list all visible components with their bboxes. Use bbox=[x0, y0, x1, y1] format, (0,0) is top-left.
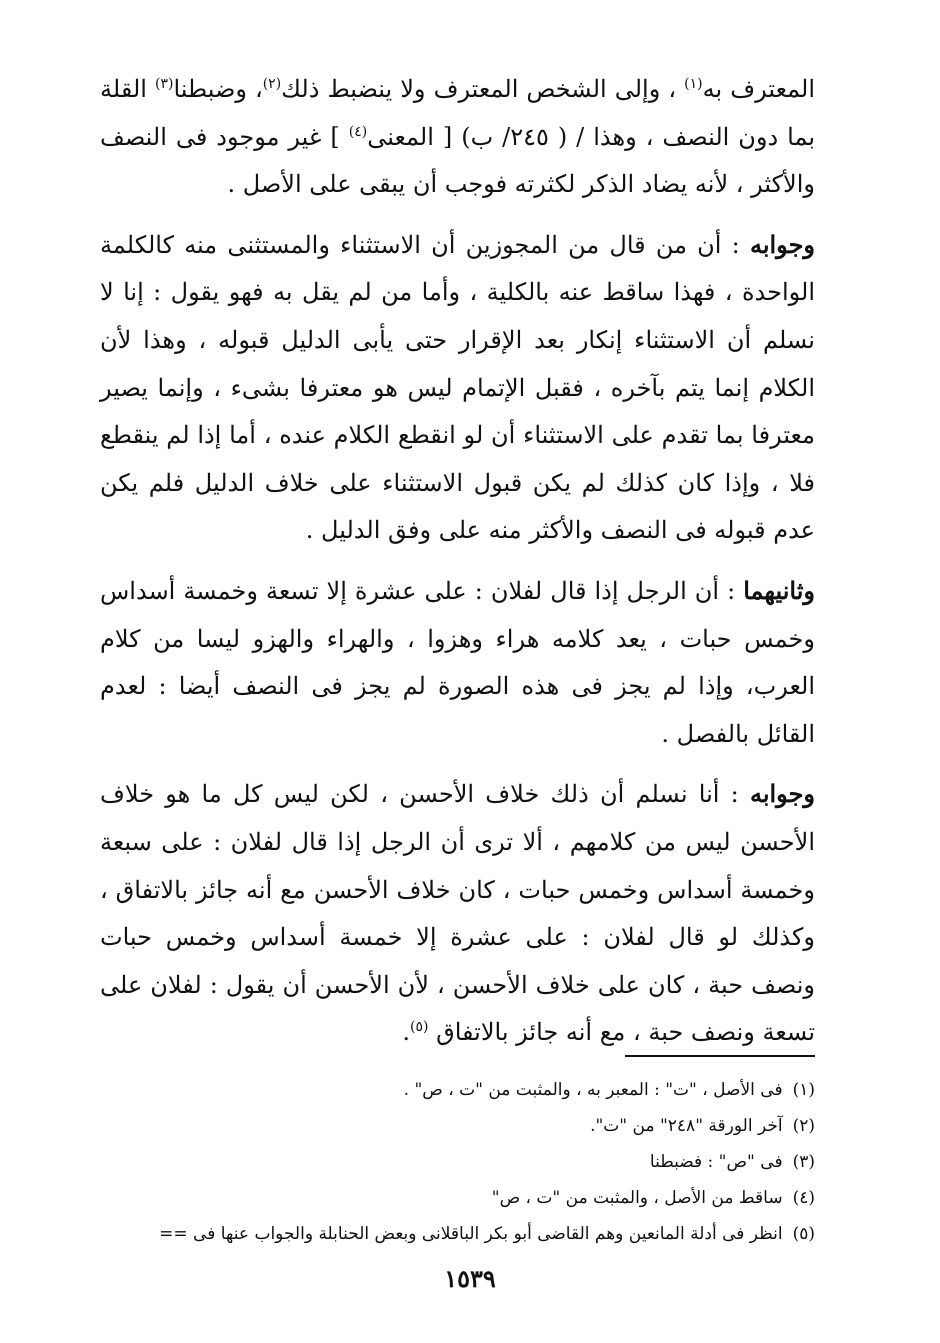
paragraph bbox=[100, 221, 815, 555]
footnote-ref: (٢) bbox=[262, 76, 282, 92]
footnote-text: ساقط من الأصل ، والمثبت من "ت ، ص" bbox=[491, 1188, 783, 1208]
paragraph bbox=[100, 567, 815, 758]
paragraph-lead: وجوابه bbox=[749, 229, 815, 259]
footnote-text: انظر فى أدلة المانعين وهم القاضى أبو بكر الباقلانى وبعض الحنابلة والجواب عنها فى == bbox=[159, 1224, 783, 1244]
paragraph-text: القلة بما دون النصف ، وهذا / ( ٢٤٥/ ب) [ المعنى bbox=[100, 75, 815, 151]
paragraph-text: ، وإلى الشخص المعترف ولا ينضبط ذلك bbox=[281, 75, 685, 103]
footnote-number: (١) bbox=[792, 1080, 815, 1100]
footnote-number: (٤) bbox=[792, 1188, 815, 1208]
footnote bbox=[90, 1216, 815, 1252]
footnote-text: فى الأصل ، "ت" : المعبر به ، والمثبت من "ت ، ص" . bbox=[403, 1080, 783, 1100]
footnote-ref: (٤) bbox=[348, 123, 368, 140]
paragraph-text: : أن الرجل إذا قال لفلان : على عشرة إلا تسعة وخمسة أسداس وخمس حبات ، يعد كلامه هراء وهزوا ، والهراء والهزو ليسا من كلام العرب، وإذا لم يجز فى هذه الصورة لم يجز فى النصف أيضا : لعدم القائل بالفصل . bbox=[100, 576, 815, 748]
footnote bbox=[90, 1180, 815, 1216]
footnote-ref: (٥) bbox=[410, 1019, 429, 1036]
footnote-number: (٥) bbox=[792, 1224, 815, 1244]
paragraph-text: المعترف به bbox=[702, 75, 815, 103]
paragraph-text: : أنا نسلم أن ذلك خلاف الأحسن ، لكن ليس كل ما هو خلاف الأحسن ليس من كلامهم ، ألا ترى أن الرجل إذا قال لفلان : على سبعة وخمسة أسداس وخمس حبات ، كان خلاف الأحسن مع أنه جائز بالاتفاق ، وكذلك لو قال لفلان : على عشرة إلا خمسة أسداس وخمس حبات ونصف حبة ، كان على خلاف الأحسن ، لأن الأحسن أن يقول : لفلان على تسعة ونصف حبة ، مع أنه جائز بالاتفاق bbox=[100, 780, 816, 1047]
footnotes bbox=[90, 1072, 815, 1252]
paragraph bbox=[100, 66, 815, 209]
page-number: ١٥٣٩ bbox=[444, 1264, 496, 1293]
footnote bbox=[90, 1144, 815, 1180]
footnote-text: فى "ص" : فضبطنا bbox=[649, 1152, 783, 1172]
footnote-divider bbox=[625, 1055, 815, 1057]
footnote-number: (٢) bbox=[792, 1116, 815, 1136]
footnote-number: (٣) bbox=[792, 1152, 815, 1172]
paragraph-lead: وجوابه bbox=[749, 779, 815, 809]
main-text bbox=[100, 66, 815, 1057]
footnote bbox=[90, 1072, 815, 1108]
footnote-text: آخر الورقة "٢٤٨" من "ت". bbox=[590, 1116, 783, 1136]
footnote-ref: (٣) bbox=[154, 76, 174, 92]
footnote-ref: (١) bbox=[684, 76, 703, 92]
footnote bbox=[90, 1108, 815, 1144]
paragraph-lead: وثانيهما bbox=[743, 575, 815, 605]
paragraph-text: ] غير موجود فى النصف والأكثر ، لأنه يضاد الذكر لكثرته فوجب أن يبقى على الأصل . bbox=[100, 122, 815, 199]
paragraph-text: . bbox=[402, 1018, 410, 1047]
paragraph-text: ، وضبطنا bbox=[173, 75, 263, 103]
paragraph-text: : أن من قال من المجوزين أن الاستثناء والمستثنى منه كالكلمة الواحدة ، فهذا ساقط عنه بالكلية ، وأما من لم يقل به فهو يقول : إنا لا نسلم أن الاستثناء إنكار بعد الإقرار حتى يأبى الدليل قبوله ، وهذا لأن الكلام إنما يتم بآخره ، فقبل الإتمام ليس هو معترفا بشىء ، وإنما يصير معترفا بما تقدم على الاستثناء أن لو انقطع الكلام عنده ، أما إذا لم ينقطع فلا ، وإذا كان كذلك لم يكن قبول الاستثناء على خلاف الدليل فلم يكن عدم قبوله فى النصف والأكثر منه على وفق الدليل . bbox=[100, 230, 815, 545]
paragraph bbox=[100, 770, 815, 1057]
